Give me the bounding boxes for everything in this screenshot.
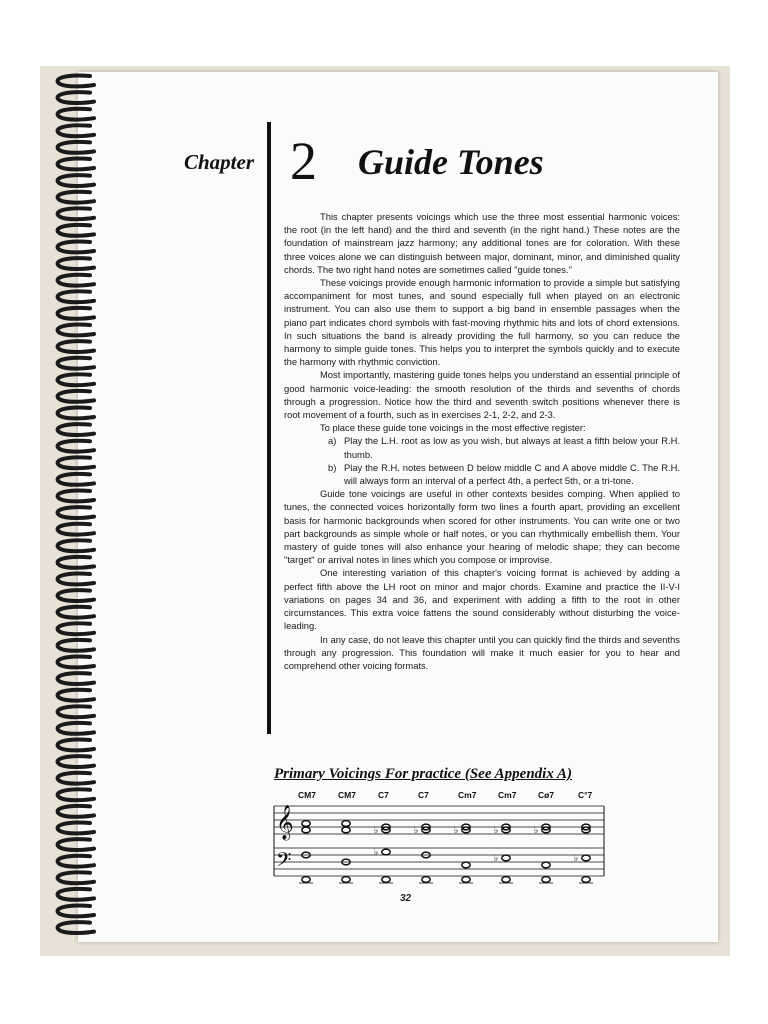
binding-coil xyxy=(58,740,94,751)
bass-root-note xyxy=(502,877,510,883)
music-score xyxy=(270,786,606,890)
binding-coil xyxy=(58,208,94,219)
binding-coil xyxy=(58,424,94,435)
binding-coil xyxy=(58,491,94,502)
binding-coil xyxy=(58,922,94,933)
binding-coil xyxy=(58,690,94,701)
bass-note xyxy=(462,862,470,868)
flat-icon: ♭ xyxy=(374,848,379,858)
binding-coil xyxy=(58,358,94,369)
paragraph-register: To place these guide tone voicings in the most effective register: xyxy=(320,422,586,434)
chord-symbol: C°7 xyxy=(578,790,593,800)
staff-system xyxy=(274,806,604,876)
binding-coil xyxy=(58,391,94,402)
binding-coil xyxy=(58,657,94,668)
binding-coil xyxy=(58,76,94,87)
bass-root-note xyxy=(422,877,430,883)
binding-coil xyxy=(58,325,94,336)
bass-note xyxy=(582,855,590,861)
treble-note xyxy=(302,821,310,827)
binding-coil xyxy=(58,308,94,319)
binding-coil xyxy=(58,640,94,651)
flat-icon: ♭ xyxy=(414,826,419,836)
list-marker: a) xyxy=(328,435,337,447)
binding-coil xyxy=(58,540,94,551)
chapter-label: Chapter xyxy=(184,150,255,174)
paragraph-contexts: Guide tone voicings are useful in other contexts besides comping. When applied to tunes, the connected voices horizontally form two lines a fourth apart, providing an excellent basis for harmonic backgrounds when scored for other instruments. You can write one or two part backgrounds as simple whole or half notes, or you can rhythmically embellish them. Your mastery of guide tones will also enhance your hearing of melodic shape; they can become "target" or arrival notes in lines which you compose or improvise. xyxy=(284,488,680,566)
binding-coil xyxy=(58,507,94,518)
chord-symbol: CM7 xyxy=(338,790,356,800)
chord-symbol: CM7 xyxy=(298,790,316,800)
list-text: Play the L.H. root as low as you wish, but always at least a fifth below your R.H. thumb. xyxy=(344,435,680,460)
binding-coil xyxy=(58,839,94,850)
list-marker: b) xyxy=(328,461,337,473)
binding-coil xyxy=(58,723,94,734)
binding-coil xyxy=(58,457,94,468)
binding-coil xyxy=(58,291,94,302)
list-item xyxy=(328,461,680,487)
binding-coil xyxy=(58,607,94,618)
binding-coil xyxy=(58,441,94,452)
binding-coil xyxy=(58,225,94,236)
list-item xyxy=(328,434,680,460)
binding-coil xyxy=(58,474,94,485)
bass-note xyxy=(542,862,550,868)
chord-symbol: Cm7 xyxy=(498,790,517,800)
chord-symbol: C7 xyxy=(418,790,429,800)
paragraph-intro: This chapter presents voicings which use the three most essential harmonic voices: the root (in the left hand) and the third and seventh (in the right hand.) These notes are the foundation of mainstream jazz harmony; any additional tones are for coloration. With these three voices alone we can distinguish between major, dominant, minor, and diminished quality chords. The two right hand notes are sometimes called "guide tones." xyxy=(284,211,680,275)
flat-icon: ♭ xyxy=(534,826,539,836)
binding-coil xyxy=(58,623,94,634)
binding-coil xyxy=(58,906,94,917)
binding-coil xyxy=(58,192,94,203)
bass-root-note xyxy=(382,877,390,883)
binding-coil xyxy=(58,889,94,900)
bass-root-note xyxy=(542,877,550,883)
binding-coil xyxy=(58,125,94,136)
binding-coil xyxy=(58,142,94,153)
binding-coil xyxy=(58,159,94,170)
music-example-title: Primary Voicings For practice (See Appendix A) xyxy=(274,766,573,782)
bass-note xyxy=(502,855,510,861)
binding-coil xyxy=(58,109,94,120)
chord-symbol: Cø7 xyxy=(538,790,555,800)
paragraph-accompaniment: These voicings provide enough harmonic information to provide a simple but satisfying accompaniment for most tunes, and sound especially full when played on an electronic instrument. You can also use them to support a big band in ensemble passages when the piano part indicates chord symbols with fast-moving rhythmic hits and lots of chord extensions. In such situations the band is already providing the full harmony, so you can reduce the harmony to simple guide tones. This helps you to interpret the symbols quickly and to execute the harmony with rhythmic conviction. xyxy=(284,277,680,368)
chapter-title: Guide Tones xyxy=(358,142,544,182)
bass-note xyxy=(382,849,390,855)
paragraph-closing: In any case, do not leave this chapter until you can quickly find the thirds and sevenths through any progression. This foundation will make it much easier for you to hear and comprehend other voicing formats. xyxy=(284,633,680,671)
binding-coil xyxy=(58,673,94,684)
binding-coil xyxy=(58,590,94,601)
bass-clef-icon: 𝄢 xyxy=(276,848,292,876)
binding-coil xyxy=(58,374,94,385)
binding-coil xyxy=(58,341,94,352)
spiral-binding xyxy=(44,70,104,950)
binding-coil xyxy=(58,175,94,186)
list-text: Play the R.H. notes between D below middle C and A above middle C. The R.H. will always form an interval of a perfect 4th, a perfect 5th, or a tri-tone. xyxy=(344,461,680,487)
flat-icon: ♭ xyxy=(454,826,459,836)
treble-note xyxy=(342,827,350,833)
binding-coil xyxy=(58,258,94,269)
bass-root-note xyxy=(462,877,470,883)
bass-root-note xyxy=(582,877,590,883)
binding-coil xyxy=(58,756,94,767)
chord-symbol: C7 xyxy=(378,790,389,800)
chapter-number: 2 xyxy=(290,131,317,191)
page-number: 32 xyxy=(400,893,412,904)
binding-coil xyxy=(58,408,94,419)
binding-coil xyxy=(58,806,94,817)
binding-coil xyxy=(58,773,94,784)
bass-root-note xyxy=(302,877,310,883)
binding-coil xyxy=(58,823,94,834)
flat-icon: ♭ xyxy=(494,826,499,836)
binding-coil xyxy=(58,872,94,883)
binding-coil xyxy=(58,92,94,103)
binding-coil xyxy=(58,789,94,800)
chapter-divider-rule xyxy=(267,122,271,734)
chord-symbol: Cm7 xyxy=(458,790,477,800)
flat-icon: ♭ xyxy=(374,826,379,836)
treble-note xyxy=(302,827,310,833)
bass-root-note xyxy=(342,877,350,883)
binding-coil xyxy=(58,706,94,717)
paragraph-variation: One interesting variation of this chapter's voicing format is achieved by adding a perfect fifth above the LH root on minor and major chords. Examine and practice the II-V-I variations on pages 34 and 36, and experiment with adding a fifth to the root in other circumstances. This extra voice fattens the sound considerably without disturbing the voice-leading. xyxy=(284,567,680,632)
binding-coil xyxy=(58,524,94,535)
treble-note xyxy=(342,821,350,827)
binding-coil xyxy=(58,275,94,286)
register-list xyxy=(284,434,680,487)
flat-icon: ♭ xyxy=(574,854,579,864)
binding-coil xyxy=(58,557,94,568)
chapter-body xyxy=(284,210,680,672)
binding-coil xyxy=(58,574,94,585)
treble-clef-icon: 𝄞 xyxy=(276,805,294,840)
binding-coil xyxy=(58,242,94,253)
binding-coil xyxy=(58,856,94,867)
flat-icon: ♭ xyxy=(494,854,499,864)
paragraph-voice-leading: Most importantly, mastering guide tones helps you understand an essential principle of good harmonic voice-leading: the smooth resolution of the thirds and sevenths of chords through a progression. Notice how the third and seventh switch positions whenever there is root movement of a fourth, such as in exercises 2-1, 2-2, and 2-3. xyxy=(284,369,680,421)
